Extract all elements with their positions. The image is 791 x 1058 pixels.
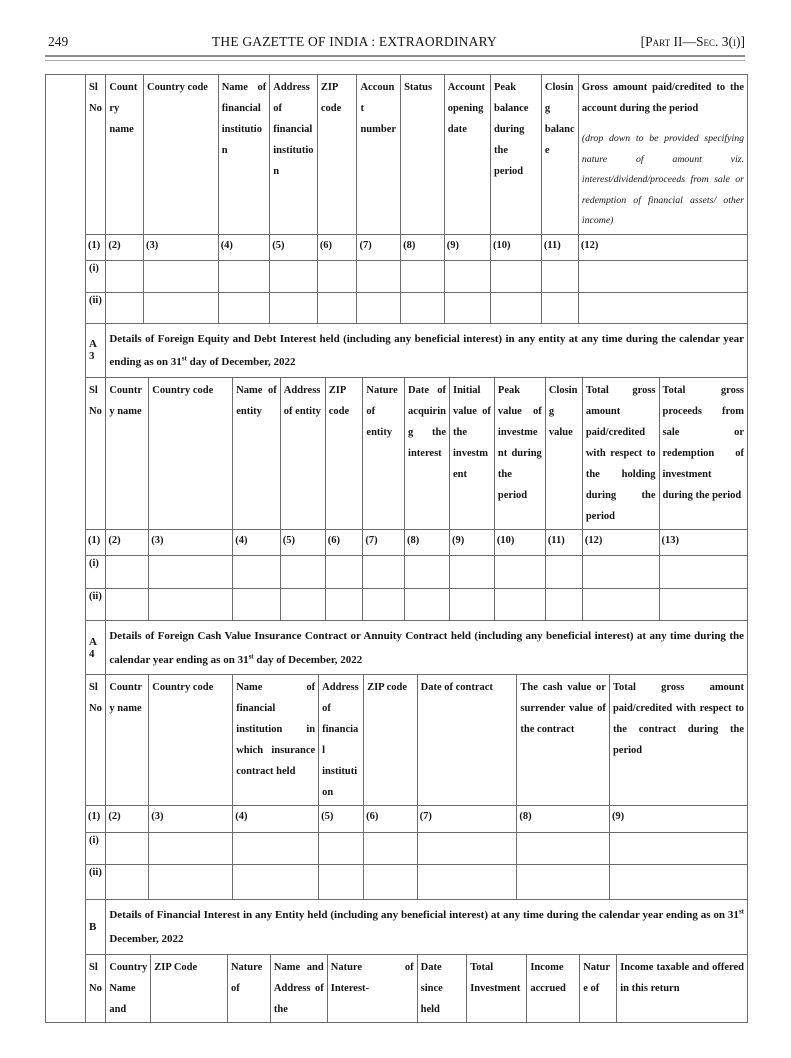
- column-number: (5): [270, 234, 318, 260]
- empty-cell: [490, 292, 541, 323]
- column-header: Nature of entity: [363, 378, 405, 530]
- empty-cell: [325, 556, 363, 589]
- column-number: (1): [86, 234, 106, 260]
- table-header-row: [86, 675, 747, 806]
- column-header: Country code: [149, 378, 233, 530]
- empty-cell: [364, 865, 418, 900]
- empty-cell: [449, 556, 494, 589]
- empty-cell: [417, 833, 517, 865]
- column-number: (8): [405, 530, 450, 556]
- gross-amount-header: Gross amount paid/credited to the account during the period: [581, 82, 744, 114]
- column-header: Income accrued: [527, 954, 580, 1022]
- column-number: (11): [541, 234, 578, 260]
- empty-cell: [490, 260, 541, 292]
- empty-cell: [444, 292, 490, 323]
- section-title-text: Details of Foreign Equity and Debt Interest held (including any beneficial interest) in any entity at any time during the calendar year ending as on 31: [109, 332, 744, 369]
- table-header-row: [86, 954, 747, 1022]
- empty-cell: [517, 833, 610, 865]
- column-number: (6): [317, 234, 357, 260]
- table-header-row: [86, 378, 747, 530]
- empty-cell: [233, 833, 319, 865]
- empty-cell: [319, 865, 364, 900]
- empty-cell: [106, 556, 149, 589]
- column-header: Name and Address of the: [270, 954, 327, 1022]
- empty-cell: [494, 556, 545, 589]
- section-heading-row: [86, 324, 747, 378]
- empty-cell: [280, 556, 325, 589]
- column-number: (10): [494, 530, 545, 556]
- section-label: B: [86, 900, 106, 954]
- empty-cell: [149, 833, 233, 865]
- column-header: Country code: [144, 75, 219, 234]
- table-row: [86, 865, 747, 900]
- column-number: (12): [578, 234, 747, 260]
- column-number: (11): [545, 530, 582, 556]
- section-title-text: day of December, 2022: [253, 653, 363, 666]
- column-number: (9): [444, 234, 490, 260]
- column-header: Country Name and: [106, 954, 151, 1022]
- column-header: Country name: [106, 75, 144, 234]
- column-number: (8): [517, 806, 610, 833]
- column-number: (7): [417, 806, 517, 833]
- column-number: (6): [364, 806, 418, 833]
- empty-cell: [541, 292, 578, 323]
- empty-cell: [325, 589, 363, 621]
- section-title: [106, 900, 747, 954]
- column-header: Peak value of investment during the period: [494, 378, 545, 530]
- row-label: (ii): [86, 865, 106, 900]
- column-number: (3): [149, 530, 233, 556]
- column-header: ZIP Code: [151, 954, 228, 1022]
- table-row: [86, 292, 747, 323]
- column-header: Initial value of the investment: [449, 378, 494, 530]
- foreign-account-table: [86, 75, 747, 324]
- column-header: Country name: [106, 675, 149, 806]
- section-title-text: December, 2022: [109, 933, 184, 946]
- table-row: [86, 260, 747, 292]
- section-title: [106, 324, 747, 378]
- column-number: (5): [280, 530, 325, 556]
- ordinal-superscript: st: [248, 652, 254, 661]
- empty-cell: [541, 260, 578, 292]
- column-header: Name of financial institution in which insurance contract held: [233, 675, 319, 806]
- column-number: (4): [218, 234, 270, 260]
- row-label: (i): [86, 833, 106, 865]
- section-heading-row: [86, 621, 747, 675]
- empty-cell: [363, 556, 405, 589]
- left-gutter-column: [46, 75, 86, 1022]
- column-header: Sl No: [86, 954, 106, 1022]
- column-number: (9): [609, 806, 747, 833]
- empty-cell: [106, 865, 149, 900]
- empty-cell: [405, 589, 450, 621]
- empty-cell: [364, 833, 418, 865]
- column-header: Name of financial institution: [218, 75, 270, 234]
- dropdown-note: (drop down to be provided specifying nature of amount viz. interest/dividend/proceeds from sale or redemption of financial assets/ other income): [581, 133, 744, 227]
- empty-cell: [319, 833, 364, 865]
- column-header: ZIP code: [325, 378, 363, 530]
- column-header: ZIP code: [317, 75, 357, 234]
- empty-cell: [401, 260, 445, 292]
- column-header: Date of acquiring the interest: [405, 378, 450, 530]
- empty-cell: [405, 556, 450, 589]
- foreign-insurance-contract-table: [86, 621, 747, 900]
- column-header: Status: [401, 75, 445, 234]
- column-number-row: [86, 530, 747, 556]
- column-number-row: [86, 806, 747, 833]
- column-header: Sl No: [86, 75, 106, 234]
- column-number: (12): [582, 530, 659, 556]
- empty-cell: [659, 589, 747, 621]
- column-number: (3): [149, 806, 233, 833]
- column-number-row: [86, 234, 747, 260]
- header-double-rule: [45, 55, 745, 61]
- column-number: (13): [659, 530, 747, 556]
- column-number: (10): [490, 234, 541, 260]
- column-number: (3): [144, 234, 219, 260]
- empty-cell: [609, 865, 747, 900]
- empty-cell: [659, 556, 747, 589]
- empty-cell: [578, 292, 747, 323]
- column-header: Date of contract: [417, 675, 517, 806]
- column-number: (7): [363, 530, 405, 556]
- column-header: Account opening date: [444, 75, 490, 234]
- empty-cell: [233, 556, 281, 589]
- column-header: Income taxable and offered in this return: [617, 954, 747, 1022]
- column-header: Name of entity: [233, 378, 281, 530]
- empty-cell: [144, 260, 219, 292]
- part-section-label: [Part II—Sec. 3(i)]: [640, 34, 745, 49]
- gazette-title: THE GAZETTE OF INDIA : EXTRAORDINARY: [211, 34, 497, 49]
- row-label: (ii): [86, 292, 106, 323]
- column-header: Address of entity: [280, 378, 325, 530]
- empty-cell: [357, 292, 401, 323]
- column-number: (4): [233, 530, 281, 556]
- empty-cell: [218, 292, 270, 323]
- column-number: (1): [86, 806, 106, 833]
- ordinal-superscript: st: [181, 354, 187, 363]
- column-number: (5): [319, 806, 364, 833]
- page-header: [48, 34, 745, 50]
- empty-cell: [106, 589, 149, 621]
- column-header: Address of financial institution: [270, 75, 318, 234]
- empty-cell: [444, 260, 490, 292]
- table-header-row: [86, 75, 747, 234]
- empty-cell: [218, 260, 270, 292]
- table-row: [86, 556, 747, 589]
- column-header: Sl No: [86, 378, 106, 530]
- ordinal-superscript: st: [738, 907, 744, 916]
- empty-cell: [149, 556, 233, 589]
- column-header: Sl No: [86, 675, 106, 806]
- empty-cell: [149, 865, 233, 900]
- empty-cell: [106, 292, 144, 323]
- section-title-text: Details of Financial Interest in any Entity held (including any beneficial interest) at any time during the calendar year ending as on 31: [109, 909, 739, 922]
- empty-cell: [417, 865, 517, 900]
- row-label: (i): [86, 556, 106, 589]
- column-header: Account number: [357, 75, 401, 234]
- column-header: Closing balance: [541, 75, 578, 234]
- section-label: A4: [86, 621, 106, 675]
- empty-cell: [578, 260, 747, 292]
- empty-cell: [233, 589, 281, 621]
- empty-cell: [582, 556, 659, 589]
- empty-cell: [317, 292, 357, 323]
- empty-cell: [494, 589, 545, 621]
- empty-cell: [270, 260, 318, 292]
- column-number: (7): [357, 234, 401, 260]
- column-number: (2): [106, 806, 149, 833]
- column-header: Nature of: [580, 954, 617, 1022]
- form-content: [86, 75, 747, 1022]
- empty-cell: [270, 292, 318, 323]
- empty-cell: [233, 865, 319, 900]
- column-header: Total gross proceeds from sale or redemption of investment during the period: [659, 378, 747, 530]
- empty-cell: [149, 589, 233, 621]
- column-header: Country name: [106, 378, 149, 530]
- column-number: (4): [233, 806, 319, 833]
- row-label: (i): [86, 260, 106, 292]
- empty-cell: [357, 260, 401, 292]
- column-header: Nature of Interest-: [327, 954, 417, 1022]
- empty-cell: [609, 833, 747, 865]
- empty-cell: [401, 292, 445, 323]
- empty-cell: [582, 589, 659, 621]
- column-header: Peak balance during the period: [490, 75, 541, 234]
- empty-cell: [545, 556, 582, 589]
- section-title: [106, 621, 747, 675]
- foreign-equity-debt-table: [86, 324, 747, 621]
- column-header: ZIP code: [364, 675, 418, 806]
- column-header: Nature of: [227, 954, 270, 1022]
- empty-cell: [106, 833, 149, 865]
- empty-cell: [280, 589, 325, 621]
- section-heading-row: [86, 900, 747, 954]
- column-number: (9): [449, 530, 494, 556]
- column-header: Address of financial institution: [319, 675, 364, 806]
- empty-cell: [545, 589, 582, 621]
- column-header: Country code: [149, 675, 233, 806]
- column-header: Total gross amount paid/credited with respect to the holding during the period: [582, 378, 659, 530]
- table-row: [86, 833, 747, 865]
- empty-cell: [106, 260, 144, 292]
- table-row: [86, 589, 747, 621]
- section-label: A3: [86, 324, 106, 378]
- column-header: [578, 75, 747, 234]
- column-header: Closing value: [545, 378, 582, 530]
- column-number: (1): [86, 530, 106, 556]
- column-number: (2): [106, 530, 149, 556]
- column-number: (2): [106, 234, 144, 260]
- empty-cell: [317, 260, 357, 292]
- financial-interest-entity-table: [86, 900, 747, 1021]
- column-number: (8): [401, 234, 445, 260]
- column-header: Date since held: [417, 954, 467, 1022]
- empty-cell: [449, 589, 494, 621]
- empty-cell: [363, 589, 405, 621]
- section-title-text: Details of Foreign Cash Value Insurance Contract or Annuity Contract held (including any beneficial interest) at any time during the calendar year ending as on 31: [109, 630, 744, 666]
- empty-cell: [517, 865, 610, 900]
- section-title-text: day of December, 2022: [186, 356, 296, 369]
- column-header: Total Investment: [467, 954, 527, 1022]
- empty-cell: [144, 292, 219, 323]
- schedule-fa-form: [45, 74, 748, 1023]
- page-number: 249: [48, 34, 69, 49]
- column-number: (6): [325, 530, 363, 556]
- column-header: Total gross amount paid/credited with respect to the contract during the period: [609, 675, 747, 806]
- column-header: The cash value or surrender value of the contract: [517, 675, 610, 806]
- row-label: (ii): [86, 589, 106, 621]
